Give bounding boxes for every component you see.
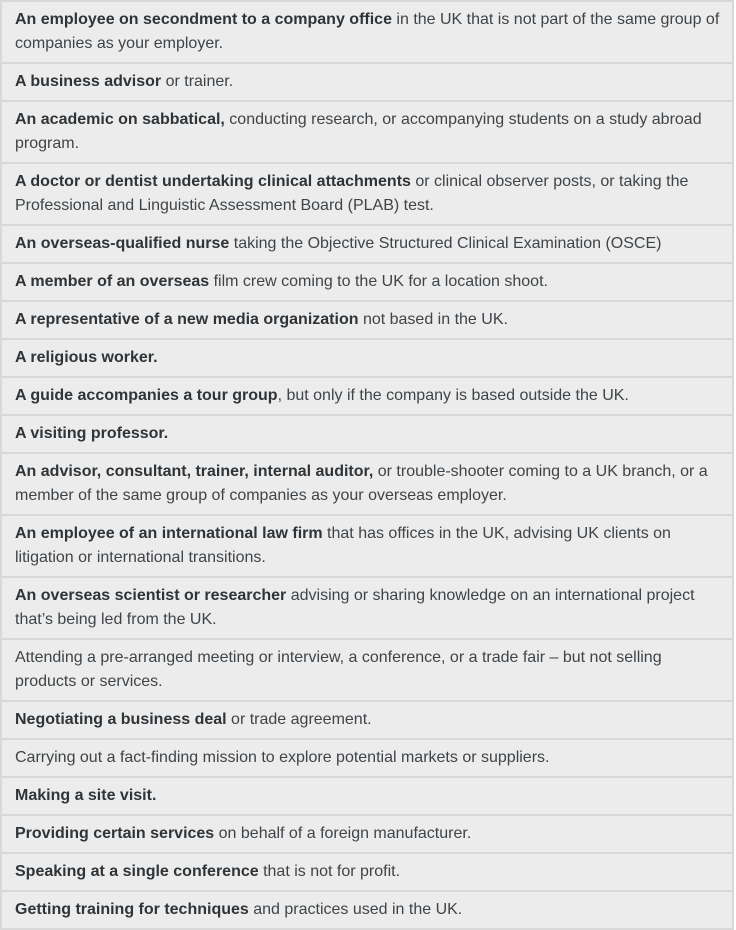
cell-text: conducting research, or accompanying students on a study abroad program. (15, 111, 702, 152)
table-row (1, 263, 733, 301)
cell-bold-text: A visiting professor. (15, 425, 169, 442)
table-cell (1, 101, 733, 163)
cell-text: on behalf of a foreign manufacturer. (214, 825, 472, 842)
table-cell (1, 815, 733, 853)
table-cell (1, 639, 733, 701)
table-cell (1, 453, 733, 515)
cell-bold-text: Making a site visit. (15, 787, 157, 804)
table-row (1, 301, 733, 339)
table-row (1, 225, 733, 263)
table-row (1, 577, 733, 639)
cell-bold-text: Providing certain services (15, 825, 215, 842)
cell-text: not based in the UK. (358, 311, 508, 328)
table-cell (1, 777, 733, 815)
table-row (1, 339, 733, 377)
cell-text: , but only if the company is based outside the UK. (277, 387, 629, 404)
cell-text: advising or sharing knowledge on an international project that’s being led from the UK. (15, 587, 695, 628)
cell-text: Carrying out a fact-finding mission to explore potential markets or suppliers. (15, 749, 550, 766)
table-row (1, 1, 733, 63)
cell-text: and practices used in the UK. (248, 901, 463, 918)
cell-text: in the UK that is not part of the same group of companies as your employer. (15, 11, 720, 52)
table-row (1, 891, 733, 929)
table-cell (1, 377, 733, 415)
cell-bold-text: An overseas scientist or researcher (15, 587, 287, 604)
table-cell (1, 701, 733, 739)
table-row (1, 777, 733, 815)
cell-text: Attending a pre-arranged meeting or interview, a conference, or a trade fair – but not selling products or services. (15, 649, 662, 690)
cell-bold-text: A doctor or dentist undertaking clinical attachments (15, 173, 411, 190)
cell-bold-text: Speaking at a single conference (15, 863, 259, 880)
cell-bold-text: Getting training for techniques (15, 901, 249, 918)
cell-text: taking the Objective Structured Clinical Examination (OSCE) (229, 235, 662, 252)
table-cell (1, 63, 733, 101)
cell-bold-text: A guide accompanies a tour group (15, 387, 278, 404)
table-row (1, 415, 733, 453)
cell-text: or trade agreement. (226, 711, 372, 728)
cell-bold-text: An overseas-qualified nurse (15, 235, 230, 252)
cell-bold-text: A representative of a new media organization (15, 311, 359, 328)
table-row (1, 853, 733, 891)
cell-bold-text: An employee of an international law firm (15, 525, 323, 542)
table-row (1, 515, 733, 577)
table-cell (1, 225, 733, 263)
cell-text: or clinical observer posts, or taking the Professional and Linguistic Assessment Board (PLAB) test. (15, 173, 689, 214)
cell-bold-text: An advisor, consultant, trainer, internal auditor, (15, 463, 374, 480)
cell-bold-text: An academic on sabbatical, (15, 111, 225, 128)
cell-bold-text: A member of an overseas (15, 273, 210, 290)
table-cell (1, 415, 733, 453)
table-cell (1, 339, 733, 377)
table-row (1, 63, 733, 101)
table-cell (1, 515, 733, 577)
table-cell (1, 739, 733, 777)
table-row (1, 815, 733, 853)
table-cell (1, 263, 733, 301)
table-row (1, 101, 733, 163)
table-row (1, 453, 733, 515)
cell-text: that has offices in the UK, advising UK clients on litigation or international transitions. (15, 525, 671, 566)
table-cell (1, 577, 733, 639)
cell-text: or trouble-shooter coming to a UK branch, or a member of the same group of companies as your overseas employer. (15, 463, 708, 504)
cell-text: that is not for profit. (258, 863, 401, 880)
table-cell (1, 891, 733, 929)
table-row (1, 701, 733, 739)
cell-text: or trainer. (161, 73, 234, 90)
cell-bold-text: An employee on secondment to a company office (15, 11, 392, 28)
table-cell (1, 301, 733, 339)
cell-bold-text: A religious worker. (15, 349, 158, 366)
table-row (1, 739, 733, 777)
table-row (1, 639, 733, 701)
table-cell (1, 1, 733, 63)
cell-bold-text: Negotiating a business deal (15, 711, 227, 728)
table-row (1, 163, 733, 225)
cell-bold-text: A business advisor (15, 73, 162, 90)
table-cell (1, 163, 733, 225)
cell-text: film crew coming to the UK for a location shoot. (209, 273, 548, 290)
table-row (1, 377, 733, 415)
table-cell (1, 853, 733, 891)
